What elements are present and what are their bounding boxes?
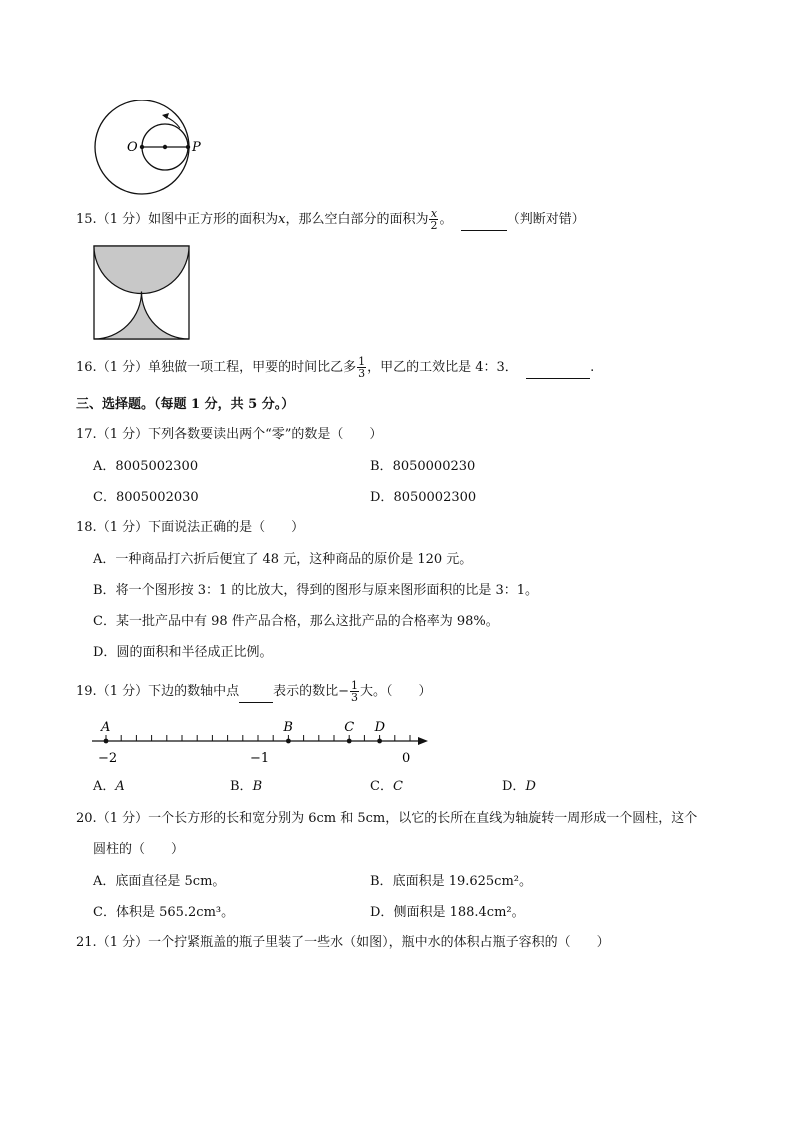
question-20-line2: 圆柱的（ ）	[93, 842, 185, 857]
label-o: O	[127, 140, 138, 155]
question-20: 20.（1 分）一个长方形的长和宽分别为 6cm 和 5cm，以它的长所在直线为轴旋转一周形成一个圆柱，这个	[76, 811, 698, 826]
tick-label: 0	[402, 751, 411, 766]
answer-blank[interactable]	[526, 364, 590, 379]
option-19-d[interactable]: D．D	[502, 779, 536, 794]
section-title: 三、选择题。（每题 1 分，共 5 分。）	[76, 397, 295, 412]
tick-label: −1	[250, 751, 270, 766]
question-15: 15.（1 分）如图中正方形的面积为x，那么空白部分的面积为 $\frac{x}{2}$ 。 （判断对错）	[76, 207, 585, 232]
option-20-a[interactable]: A．底面直径是 5cm。	[93, 874, 226, 889]
point-b	[286, 739, 291, 744]
option-18-c[interactable]: C．某一批产品中有 98 件产品合格，那么这批产品的合格率为 98%。	[93, 614, 499, 629]
point-label-b: B	[283, 720, 293, 735]
axis-arrow	[418, 737, 428, 745]
fraction: $\frac{x}{2}$	[430, 207, 438, 232]
option-19-a[interactable]: A．A	[93, 779, 125, 794]
fraction: $\frac{1}{3}$	[358, 355, 366, 380]
circle-figure	[90, 100, 220, 200]
fraction: $\frac{1}{3}$	[351, 679, 359, 704]
option-17-b[interactable]: B．8050000230	[370, 459, 476, 474]
option-19-b[interactable]: B．B	[230, 779, 263, 794]
point-label-a: A	[101, 720, 111, 735]
number-line	[88, 712, 433, 768]
square-figure	[93, 245, 191, 341]
point-label-c: C	[344, 720, 355, 735]
answer-blank[interactable]	[239, 688, 273, 703]
option-20-c[interactable]: C．体积是 565.2cm³。	[93, 905, 235, 920]
option-19-c[interactable]: C．C	[370, 779, 403, 794]
question-16: 16.（1 分）单独做一项工程，甲要的时间比乙多 $\frac{1}{3}$ ，甲乙的工效比是 4：3． .	[76, 355, 595, 380]
question-19: 19.（1 分）下边的数轴中点 表示的数比− $\frac{1}{3}$ 大。（ ）	[76, 679, 432, 704]
question-18: 18.（1 分）下面说法正确的是（ ）	[76, 520, 305, 535]
answer-blank[interactable]	[461, 216, 507, 231]
tick-label: −2	[98, 751, 118, 766]
question-17: 17.（1 分）下列各数要读出两个“零”的数是（ ）	[76, 427, 383, 442]
question-21: 21.（1 分）一个拧紧瓶盖的瓶子里装了一些水（如图），瓶中水的体积占瓶子容积的（ ）	[76, 935, 610, 950]
point-a	[104, 739, 109, 744]
option-18-a[interactable]: A．一种商品打六折后便宜了 48 元，这种商品的原价是 120 元。	[93, 552, 473, 567]
option-20-d[interactable]: D．侧面积是 188.4cm²。	[370, 905, 525, 920]
point-d	[377, 739, 382, 744]
option-17-c[interactable]: C．8005002030	[93, 490, 199, 505]
option-17-d[interactable]: D．8050002300	[370, 490, 477, 505]
option-20-b[interactable]: B．底面积是 19.625cm²。	[370, 874, 533, 889]
option-18-b[interactable]: B．将一个图形按 3：1 的比放大，得到的图形与原来图形面积的比是 3：1。	[93, 583, 539, 598]
option-17-a[interactable]: A．8005002300	[93, 459, 199, 474]
label-p: P	[192, 140, 201, 155]
point-c	[347, 739, 352, 744]
point-label-d: D	[374, 720, 386, 735]
option-18-d[interactable]: D．圆的面积和半径成正比例。	[93, 645, 273, 660]
